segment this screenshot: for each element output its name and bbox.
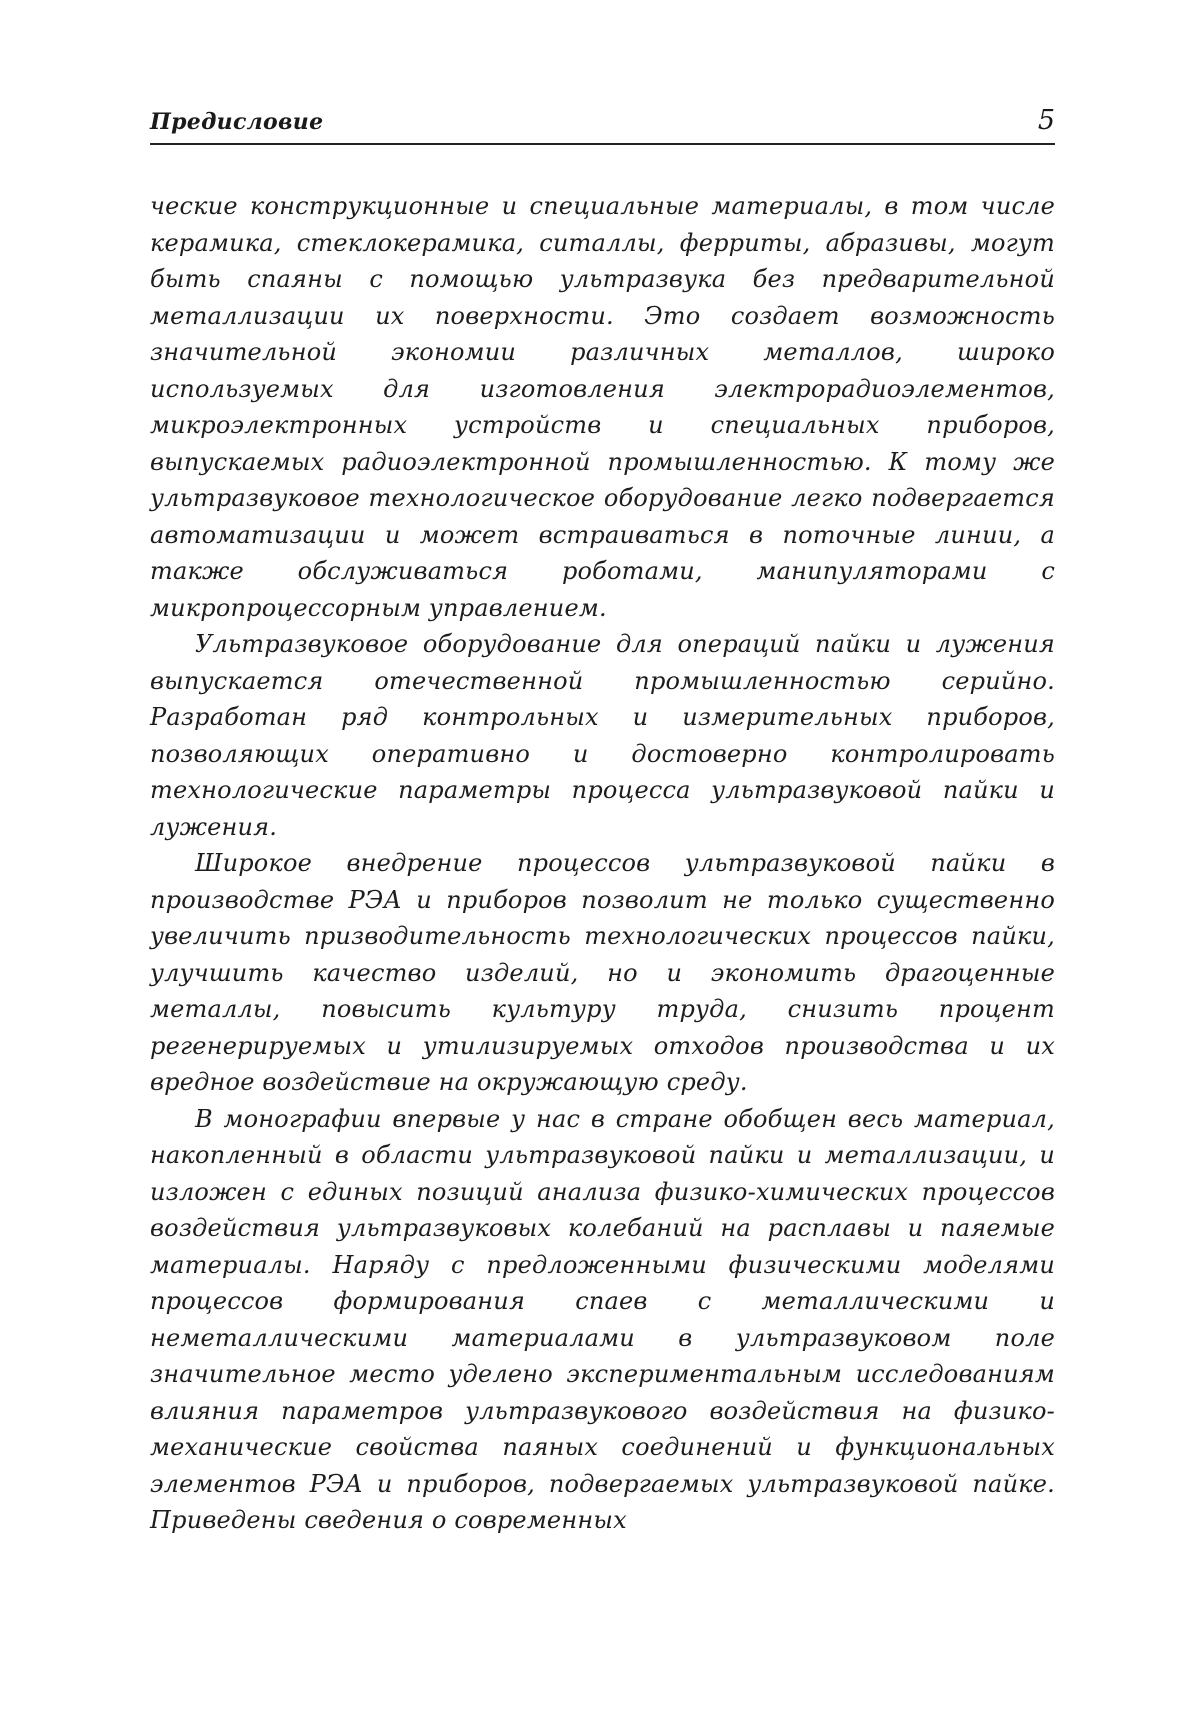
body-text (150, 188, 1055, 1539)
running-head (150, 105, 1055, 145)
paragraph-continued: ческие конструкционные и специальные материалы, в том числе керамика, стеклокерамика, ситаллы, ферриты, абразивы, могут быть спаяны с помощью ультразвука без предварительной металлизации их поверхности. Это создает возможность значительной экономии различных металлов, широко используемых для изготовления электрорадиоэлементов, микроэлектронных устройств и специальных приборов, выпускаемых радиоэлектронной промышленностью. К тому же ультразвуковое технологическое оборудование легко подвергается автоматизации и может встраиваться в поточные линии, а также обслуживаться роботами, манипуляторами с микропроцессорным управлением. (150, 192, 1055, 622)
header-rule (150, 143, 1055, 145)
running-title: Предисловие (150, 109, 324, 135)
paragraph: В монографии впервые у нас в стране обобщен весь материал, накопленный в области ультразвуковой пайки и металлизации, и изложен с единых позиций анализа физико-химических процессов воздействия ультразвуковых колебаний на расплавы и паяемые материалы. Наряду с предложенными физическими моделями процессов формирования спаев с металлическими и неметаллическими материалами в ультразвуковом поле значительное место уделено экспериментальным исследованиям влияния параметров ультразвукового воздействия на физико-механические свойства паяных соединений и функциональных элементов РЭА и приборов, подвергаемых ультразвуковой пайке. Приведены сведения о современных (150, 1104, 1055, 1534)
paragraph: Широкое внедрение процессов ультразвуковой пайки в производстве РЭА и приборов позволит не только существенно увеличить призводительность технологических процессов пайки, улучшить качество изделий, но и экономить драгоценные металлы, повысить культуру труда, снизить процент регенерируемых и утилизируемых отходов производства и их вредное воздействие на окружающую среду. (150, 849, 1055, 1096)
page-number: 5 (1037, 105, 1055, 136)
paragraph: Ультразвуковое оборудование для операций пайки и лужения выпускается отечественной промышленностью серийно. Разработан ряд контрольных и измерительных приборов, позволяющих оперативно и достоверно контролировать технологические параметры процесса ультразвуковой пайки и лужения. (150, 630, 1055, 841)
